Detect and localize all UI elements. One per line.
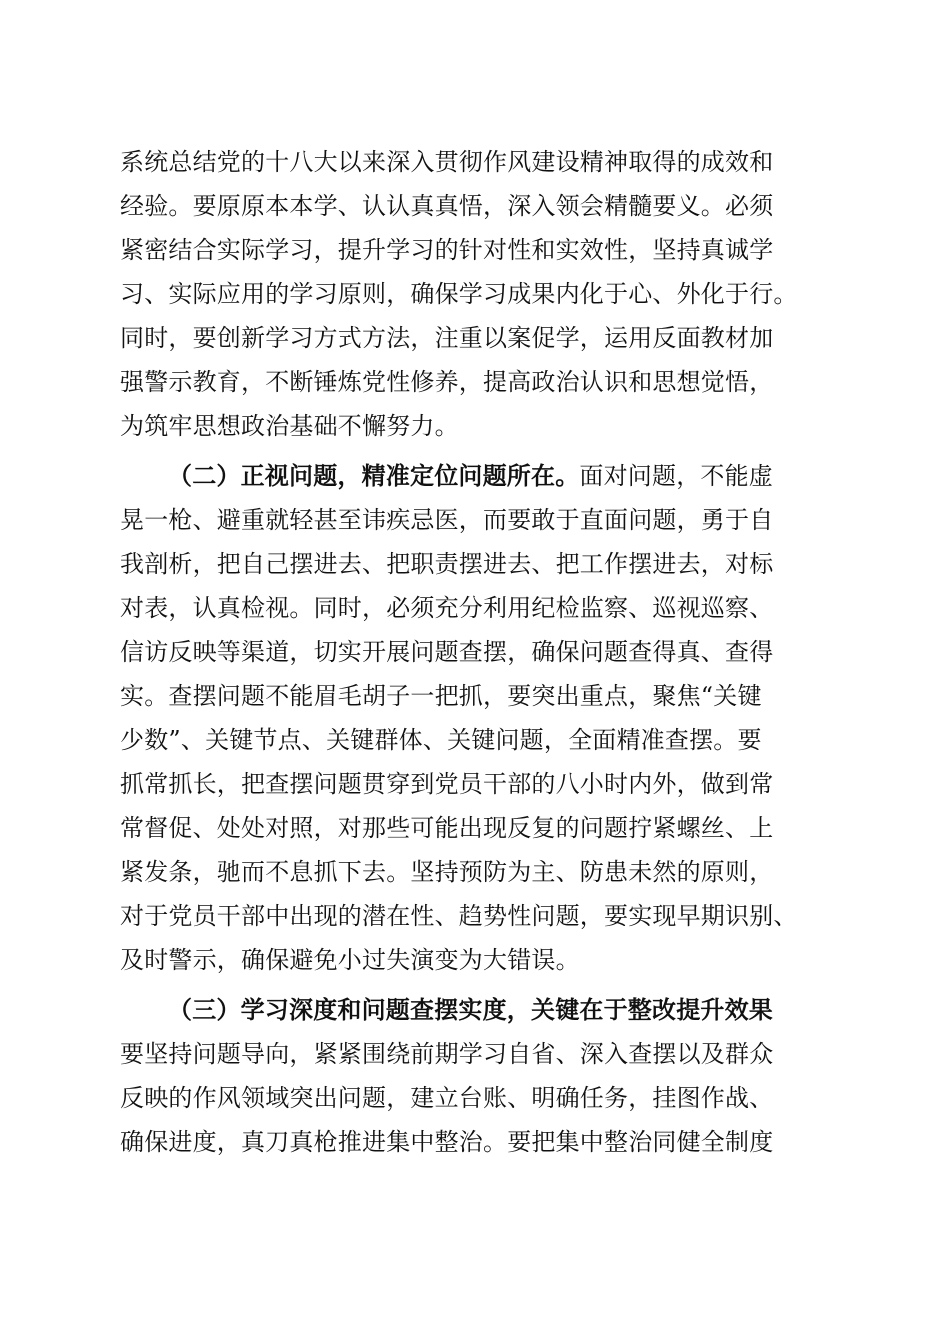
paragraph-2-line-4: 对表，认真检视。同时，必须充分利用纪检监察、巡视巡察、 <box>120 594 774 622</box>
paragraph-2-line-11: 对于党员干部中出现的潜在性、趋势性问题，要实现早期识别、 <box>120 902 798 930</box>
paragraph-3-line-3: 反映的作风领域突出问题，建立台账、明确任务，挂图作战、 <box>120 1084 774 1112</box>
paragraph-2-line-2: 晃一枪、避重就轻甚至讳疾忌医，而要敢于直面问题，勇于自 <box>120 506 774 534</box>
paragraph-1-line-5: 同时，要创新学习方式方法，注重以案促学，运用反面教材加 <box>120 324 774 352</box>
paragraph-2-line-3: 我剖析，把自己摆进去、把职责摆进去、把工作摆进去，对标 <box>120 550 774 578</box>
paragraph-3-line-4: 确保进度，真刀真枪推进集中整治。要把集中整治同健全制度 <box>120 1128 774 1156</box>
paragraph-2-first-line <box>168 456 773 496</box>
paragraph-1-line-3: 紧密结合实际学习，提升学习的针对性和实效性，坚持真诚学 <box>120 236 774 264</box>
paragraph-2-line-12: 及时警示，确保避免小过失演变为大错误。 <box>120 946 580 974</box>
paragraph-1-line-6: 强警示教育，不断锤炼党性修养，提高政治认识和思想觉悟， <box>120 368 774 396</box>
paragraph-2-line-10: 紧发条，驰而不息抓下去。坚持预防为主、防患未然的原则， <box>120 858 774 886</box>
paragraph-1-line-7: 为筑牢思想政治基础不懈努力。 <box>120 412 459 440</box>
paragraph-1-line-1: 系统总结党的十八大以来深入贯彻作风建设精神取得的成效和 <box>120 148 774 176</box>
paragraph-1-line-4: 习、实际应用的学习原则，确保学习成果内化于心、外化于行。 <box>120 280 798 308</box>
paragraph-2-line-9: 常督促、处处对照，对那些可能出现反复的问题拧紧螺丝、上 <box>120 814 774 842</box>
paragraph-2-line-6: 实。查摆问题不能眉毛胡子一把抓，要突出重点，聚焦“关键 <box>120 682 762 710</box>
paragraph-3-line-2: 要坚持问题导向，紧紧围绕前期学习自省、深入查摆以及群众 <box>120 1040 774 1068</box>
paragraph-2-line-1-rest: 面对问题，不能虚 <box>579 462 774 490</box>
paragraph-2-line-5: 信访反映等渠道，切实开展问题查摆，确保问题查得真、查得 <box>120 638 774 666</box>
section-3-heading: （三）学习深度和问题查摆实度，关键在于整改提升效果 <box>168 995 773 1024</box>
section-2-heading: （二）正视问题，精准定位问题所在。 <box>168 461 580 490</box>
paragraph-2-line-7: 少数”、关键节点、关键群体、关键问题，全面精准查摆。要 <box>120 726 762 754</box>
paragraph-2-line-8: 抓常抓长，把查摆问题贯穿到党员干部的八小时内外，做到常 <box>120 770 774 798</box>
paragraph-1-line-2: 经验。要原原本本学、认认真真悟，深入领会精髓要义。必须 <box>120 192 774 220</box>
